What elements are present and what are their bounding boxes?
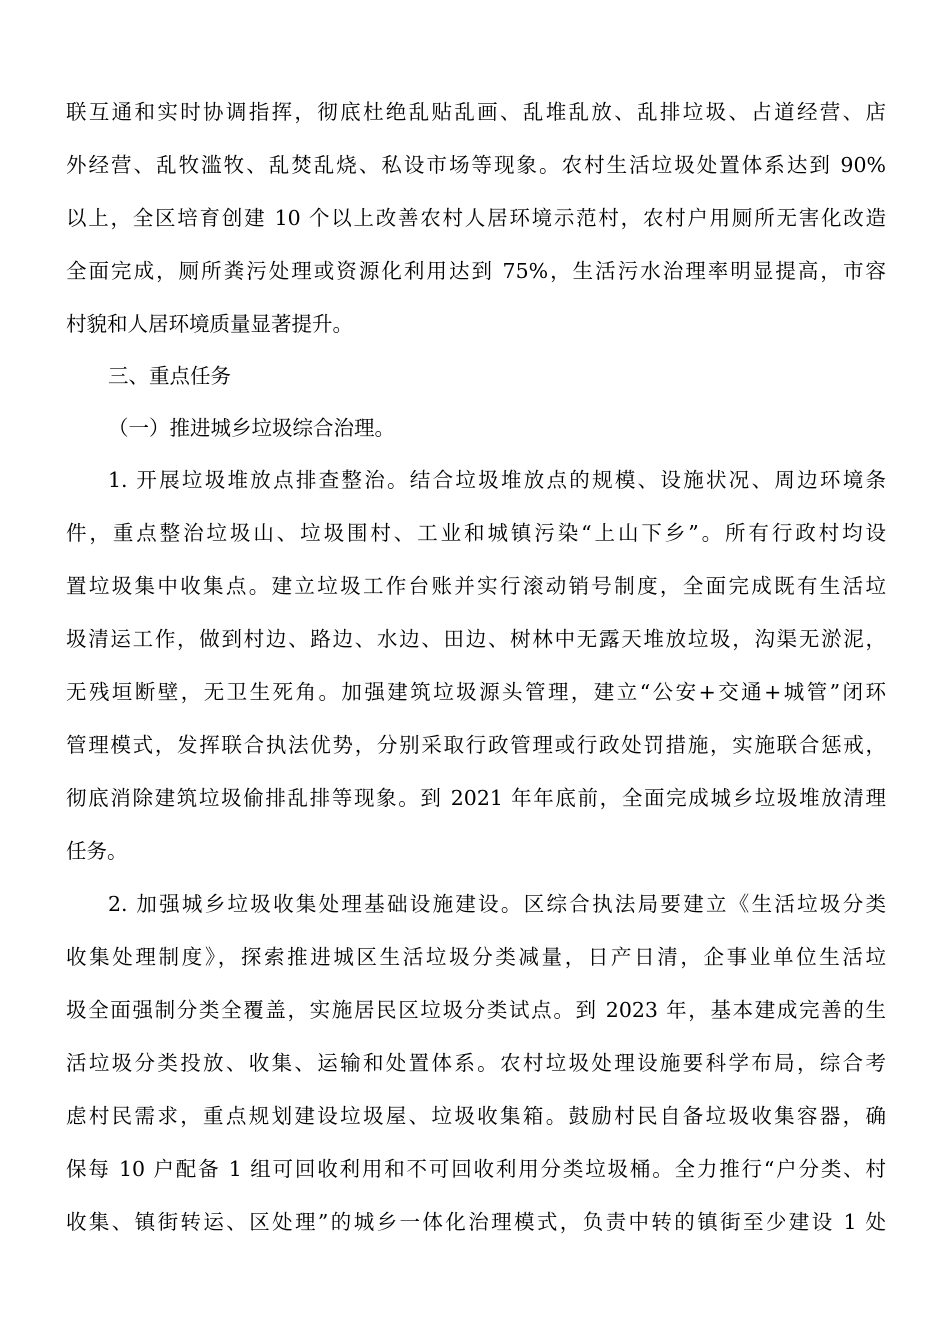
paragraph-3-line-4: 活垃圾分类投放、收集、运输和处置体系。农村垃圾处理设施要科学布局，综合考 <box>66 1051 886 1075</box>
paragraph-1-line-3: 以上，全区培育创建 10 个以上改善农村人居环境示范村，农村户用厕所无害化改造 <box>66 206 886 230</box>
paragraph-1-line-1: 联互通和实时协调指挥，彻底杜绝乱贴乱画、乱堆乱放、乱排垃圾、占道经营、店 <box>66 100 886 124</box>
paragraph-3-line-3: 圾全面强制分类全覆盖，实施居民区垃圾分类试点。到 2023 年，基本建成完善的生 <box>66 998 886 1022</box>
paragraph-3-line-7: 收集、镇街转运、区处理”的城乡一体化治理模式，负责中转的镇街至少建设 1 处 <box>66 1210 886 1234</box>
paragraph-1-line-2: 外经营、乱牧滥牧、乱焚乱烧、私设市场等现象。农村生活垃圾处置体系达到 90% <box>66 153 886 177</box>
paragraph-2-line-3: 置垃圾集中收集点。建立垃圾工作台账并实行滚动销号制度，全面完成既有生活垃 <box>66 574 886 598</box>
paragraph-2-line-5: 无残垣断壁，无卫生死角。加强建筑垃圾源头管理，建立“公安+交通+城管”闭环 <box>66 680 886 704</box>
paragraph-3-line-2: 收集处理制度》，探索推进城区生活垃圾分类减量，日产日清，企事业单位生活垃 <box>66 945 886 969</box>
paragraph-1-line-5: 村貌和人居环境质量显著提升。 <box>66 312 353 336</box>
paragraph-2-line-7: 彻底消除建筑垃圾偷排乱排等现象。到 2021 年年底前，全面完成城乡垃圾堆放清理 <box>66 786 886 810</box>
paragraph-2-line-4: 圾清运工作，做到村边、路边、水边、田边、树林中无露天堆放垃圾，沟渠无淤泥， <box>66 627 886 651</box>
section-heading: 三、重点任务 <box>108 364 231 388</box>
paragraph-2-line-1: 1. 开展垃圾堆放点排查整治。结合垃圾堆放点的规模、设施状况、周边环境条 <box>108 468 886 492</box>
paragraph-2-line-6: 管理模式，发挥联合执法优势，分别采取行政管理或行政处罚措施，实施联合惩戒， <box>66 733 886 757</box>
paragraph-2-line-8: 任务。 <box>66 839 128 863</box>
subsection-heading: （一）推进城乡垃圾综合治理。 <box>108 416 395 440</box>
paragraph-2-line-2: 件，重点整治垃圾山、垃圾围村、工业和城镇污染“上山下乡”。所有行政村均设 <box>66 521 886 545</box>
paragraph-3-line-6: 保每 10 户配备 1 组可回收利用和不可回收利用分类垃圾桶。全力推行“户分类、村 <box>66 1157 886 1181</box>
paragraph-3-line-1: 2. 加强城乡垃圾收集处理基础设施建设。区综合执法局要建立《生活垃圾分类 <box>108 892 886 916</box>
paragraph-3-line-5: 虑村民需求，重点规划建设垃圾屋、垃圾收集箱。鼓励村民自备垃圾收集容器，确 <box>66 1104 886 1128</box>
paragraph-1-line-4: 全面完成，厕所粪污处理或资源化利用达到 75%，生活污水治理率明显提高，市容 <box>66 259 886 283</box>
